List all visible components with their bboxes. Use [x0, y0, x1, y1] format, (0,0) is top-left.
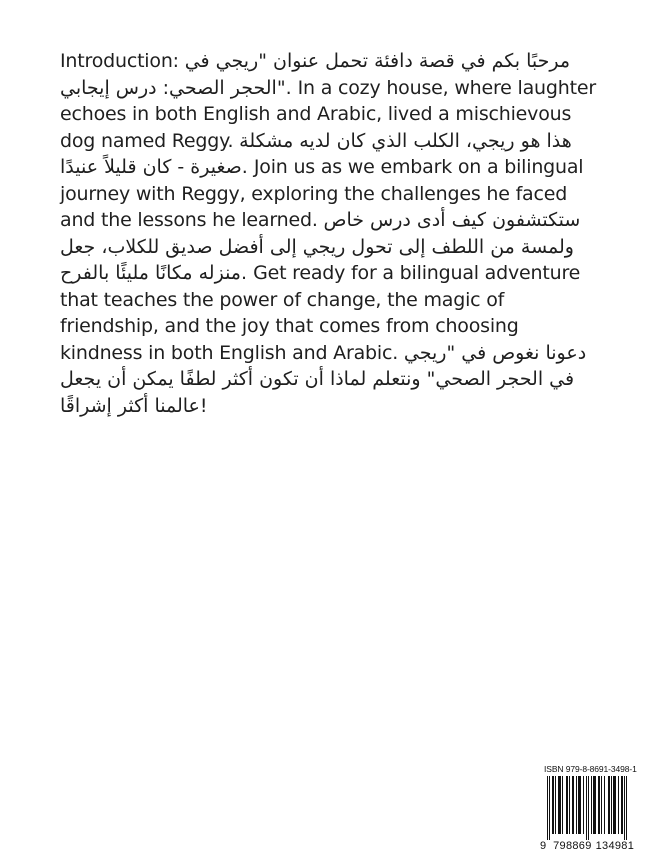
barcode-digits-left: 798869	[553, 840, 592, 852]
text-line: ولمسة من اللطف إلى تحول ريجي إلى أفضل صديق للكلاب، جعل	[60, 235, 574, 258]
text-line: kindness in both English and Arabic. دعونا نغوص في "ريجي	[60, 341, 587, 364]
barcode-bars-icon	[547, 776, 631, 840]
barcode-digit-prefix: 9	[540, 840, 547, 852]
text-line: that teaches the power of change, the magic of	[60, 288, 505, 311]
text-line: الحجر الصحي: درس إيجابي". In a cozy house, where laughter	[60, 76, 596, 99]
text-line: friendship, and the joy that comes from choosing	[60, 315, 519, 337]
text-line: صغيرة - كان قليلاً عنيدًا. Join us as we embark on a bilingual	[60, 156, 584, 178]
text-line: Introduction: مرحبًا بكم في قصة دافئة تحمل عنوان "ريجي في	[60, 50, 571, 72]
text-line: and the lessons he learned. ستكتشفون كيف أدى درس خاص	[60, 209, 581, 231]
text-line: منزله مكانًا مليئًا بالفرح. Get ready for a bilingual adventure	[60, 262, 581, 284]
isbn-label: ISBN 979-8-8691-3498-1	[544, 764, 637, 774]
text-line: في الحجر الصحي" ونتعلم لماذا أن تكون أكثر لطفًا يمكن أن يجعل	[60, 368, 575, 390]
back-cover-text	[60, 48, 616, 419]
text-line: echoes in both English and Arabic, lived a mischievous	[60, 103, 572, 125]
text-line: journey with Reggy, exploring the challenges he faced	[60, 182, 568, 205]
barcode-digits-right: 134981	[595, 840, 635, 852]
barcode-digits	[540, 840, 638, 852]
text-line: عالمنا أكثر إشراقًا!	[60, 394, 208, 417]
isbn-barcode	[540, 762, 640, 854]
text-line: dog named Reggy. هذا هو ريجي، الكلب الذي كان لديه مشكلة	[60, 129, 572, 152]
